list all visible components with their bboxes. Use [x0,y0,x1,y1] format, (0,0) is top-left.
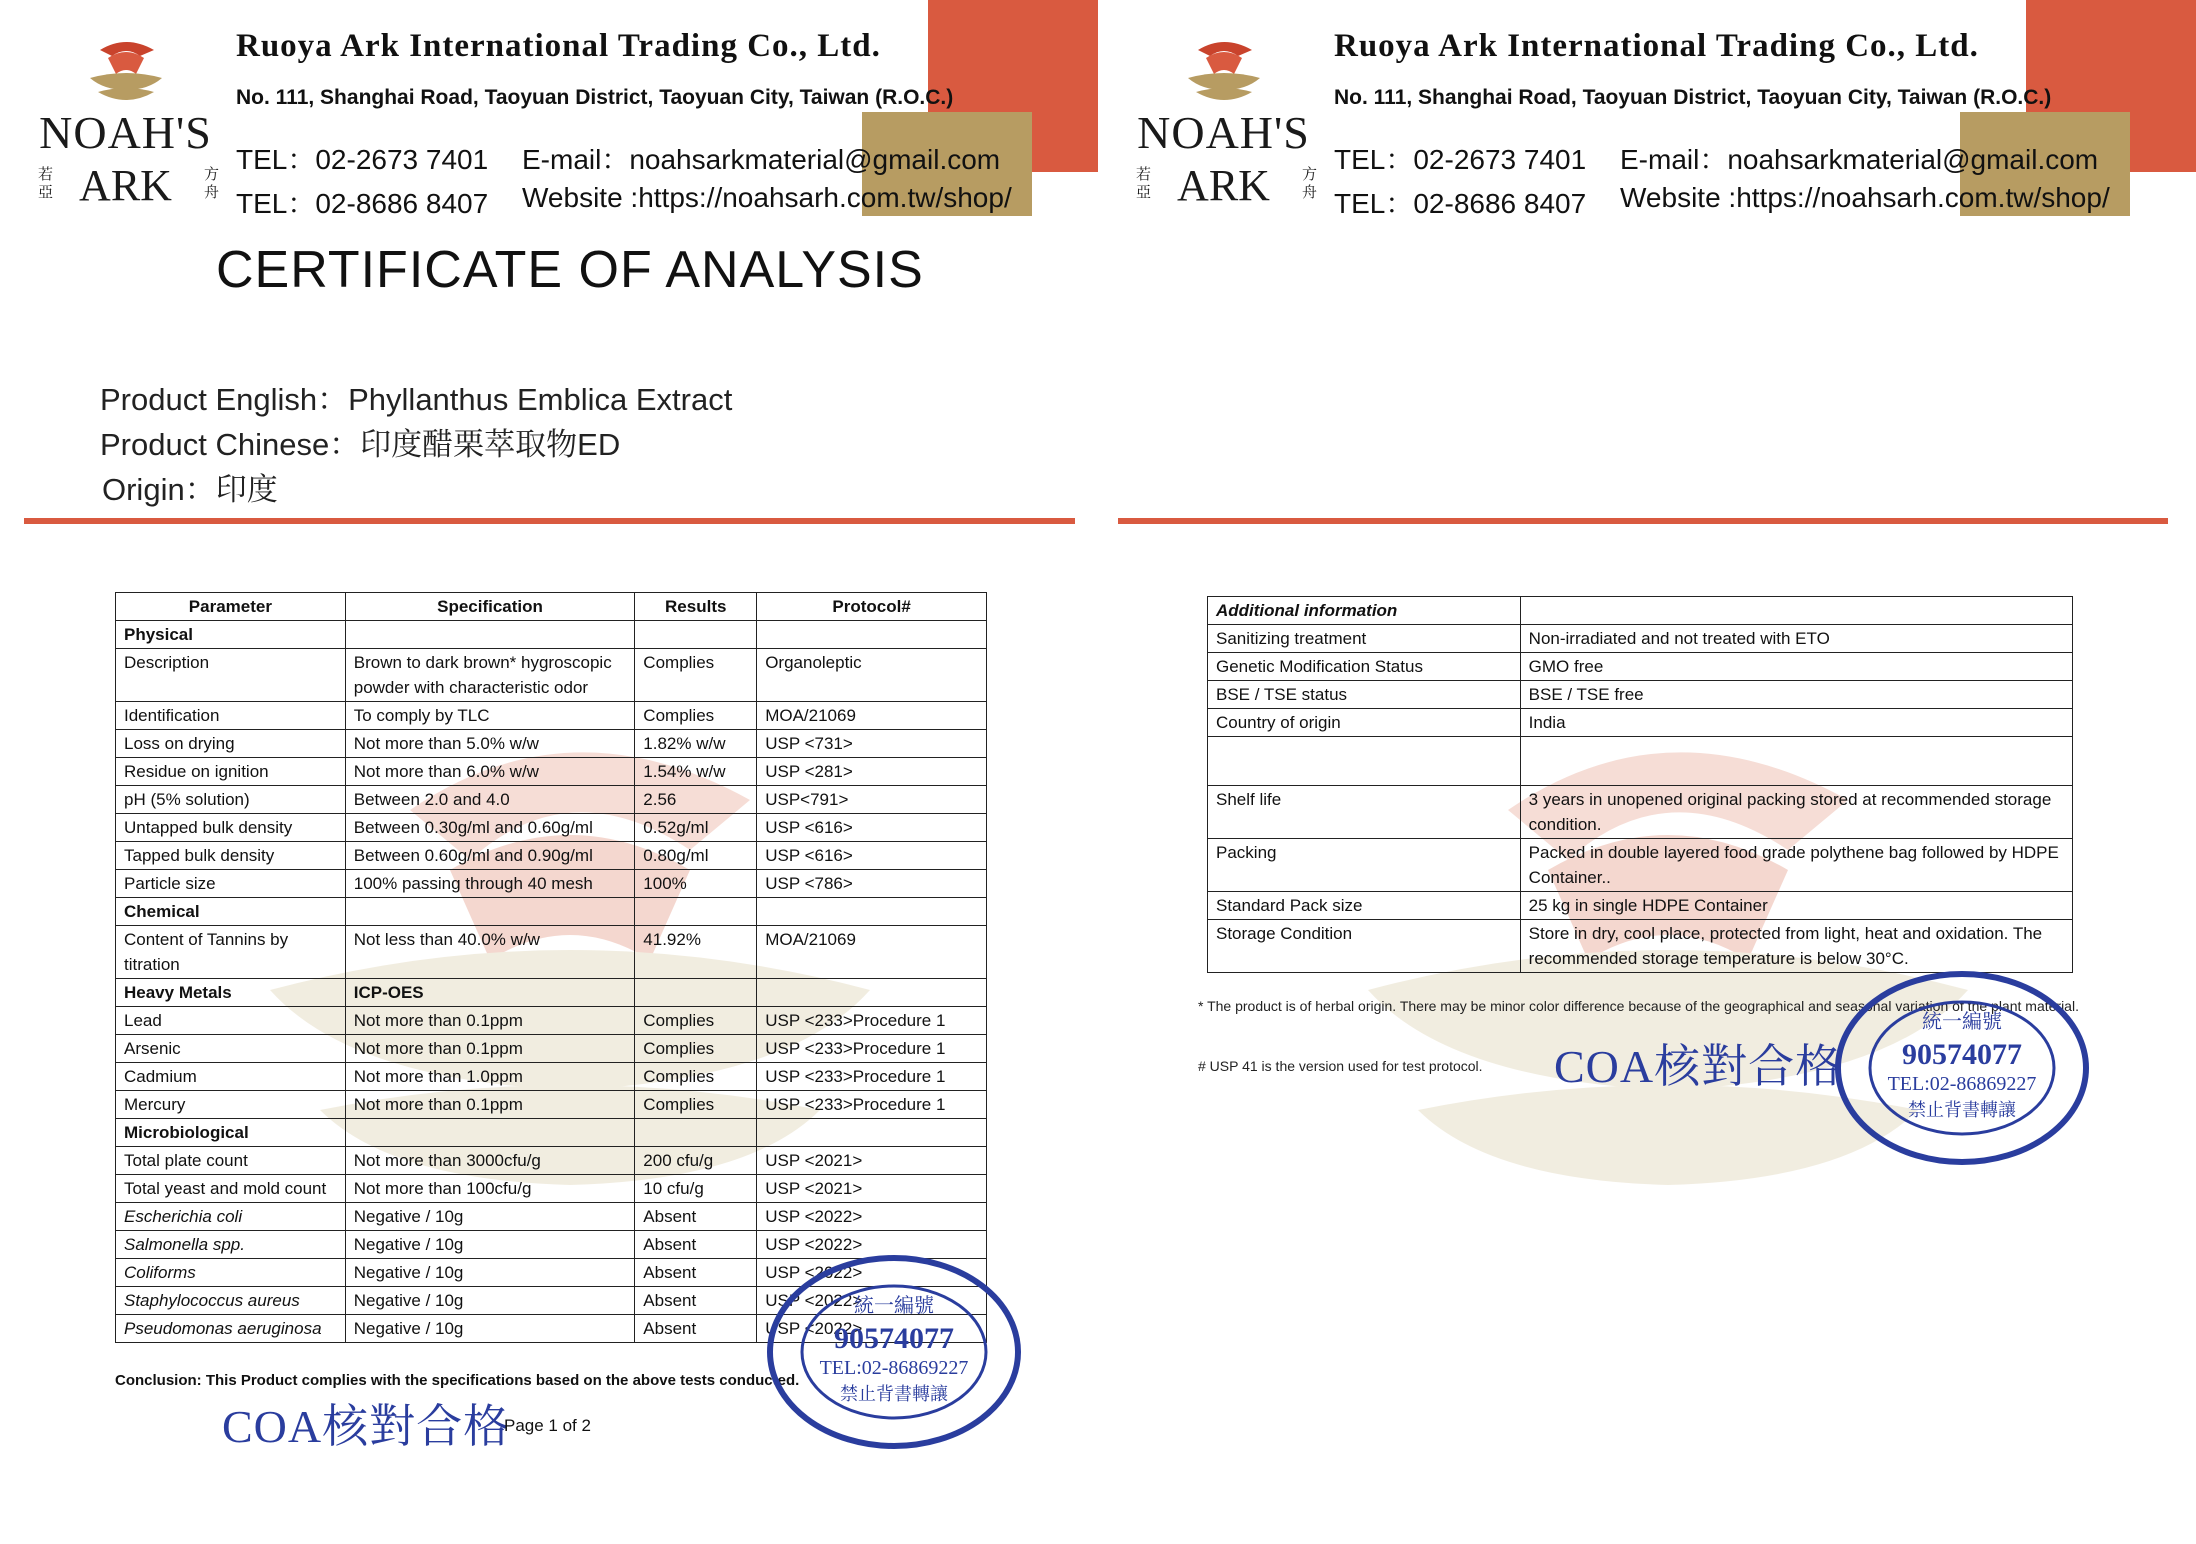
result-cell: Complies [635,1035,757,1063]
website-url: Website :https://noahsarh.com.tw/shop/ [522,182,1012,213]
specification-cell: Negative / 10g [345,1231,635,1259]
table-header-row [116,593,987,621]
protocol-cell: USP <233>Procedure 1 [757,1035,987,1063]
parameter-cell: Arsenic [116,1035,346,1063]
email-address: E-mail：noahsarkmaterial@gmail.com [522,144,1001,175]
specification-cell: Not more than 6.0% w/w [345,758,635,786]
attribute-cell [1208,737,1521,786]
section-title: Heavy Metals [116,979,346,1007]
parameter-cell: Residue on ignition [116,758,346,786]
result-cell: 41.92% [635,926,757,979]
table-row [1208,920,2073,973]
section-spec [345,621,635,649]
analysis-table [115,592,987,1343]
company-name: Ruoya Ark International Trading Co., Ltd. [1334,28,1979,64]
table-row [116,1035,987,1063]
website-url: Website :https://noahsarh.com.tw/shop/ [1620,182,2110,213]
table-row [1208,709,2073,737]
svg-text:禁止背書轉讓: 禁止背書轉讓 [840,1384,948,1405]
specification-cell: Between 0.30g/ml and 0.60g/ml [345,814,635,842]
logo-text-noahs: NOAH'S [1137,107,1310,158]
result-cell: 2.56 [635,786,757,814]
result-cell: 1.54% w/w [635,758,757,786]
result-cell: Absent [635,1287,757,1315]
result-cell: 100% [635,870,757,898]
parameter-cell: Pseudomonas aeruginosa [116,1315,346,1343]
protocol-cell: USP<791> [757,786,987,814]
protocol-cell: USP <233>Procedure 1 [757,1091,987,1119]
value-cell [1520,737,2072,786]
specification-cell: Not more than 0.1ppm [345,1091,635,1119]
column-header: Protocol# [757,593,987,621]
parameter-cell: Escherichia coli [116,1203,346,1231]
table-header-row [1208,597,2073,625]
logo-cjk-left: 若亞 [38,166,54,201]
section-spec: ICP-OES [345,979,635,1007]
protocol-cell: USP <2022> [757,1287,987,1315]
empty-cell [757,621,987,649]
table-row [1208,839,2073,892]
telephone-2: TEL：02-8686 8407 [236,188,489,219]
result-cell: Absent [635,1259,757,1287]
protocol-cell: USP <233>Procedure 1 [757,1063,987,1091]
svg-text:禁止背書轉讓: 禁止背書轉讓 [1908,1100,2016,1121]
page-number: Page 1 of 2 [504,1416,591,1435]
analysis-table-body [116,621,987,1343]
parameter-cell: Content of Tannins by titration [116,926,346,979]
certificate-page-2 [1098,0,2196,1544]
table-row [116,702,987,730]
protocol-cell: USP <616> [757,814,987,842]
email-address: E-mail：noahsarkmaterial@gmail.com [1620,144,2099,175]
empty-cell [635,1119,757,1147]
parameter-cell: pH (5% solution) [116,786,346,814]
telephone-1: TEL：02-2673 7401 [236,144,489,175]
table-row [116,1091,987,1119]
usp-version-note: # USP 41 is the version used for test protocol. [1198,1058,1483,1074]
specification-cell: Negative / 10g [345,1287,635,1315]
section-title: Chemical [116,898,346,926]
value-cell: India [1520,709,2072,737]
result-cell: Complies [635,649,757,702]
empty-cell [757,979,987,1007]
table-row [116,1063,987,1091]
specification-cell: Between 0.60g/ml and 0.90g/ml [345,842,635,870]
protocol-cell: USP <731> [757,730,987,758]
protocol-cell: USP <616> [757,842,987,870]
result-cell: Absent [635,1231,757,1259]
specification-cell: 100% passing through 40 mesh [345,870,635,898]
table-row [116,1203,987,1231]
empty-cell [635,621,757,649]
specification-cell: Negative / 10g [345,1203,635,1231]
table-row [116,870,987,898]
table-row [1208,737,2073,786]
specification-cell: Not more than 0.1ppm [345,1007,635,1035]
attribute-cell: Country of origin [1208,709,1521,737]
specification-cell: Not more than 0.1ppm [345,1035,635,1063]
logo-text-noahs: NOAH'S [39,107,212,158]
protocol-cell: USP <2022> [757,1203,987,1231]
product-origin: Origin：印度 [102,472,278,507]
section-title: Microbiological [116,1119,346,1147]
parameter-cell: Loss on drying [116,730,346,758]
attribute-cell: Shelf life [1208,786,1521,839]
empty-cell [635,898,757,926]
parameter-cell: Tapped bulk density [116,842,346,870]
telephone-2: TEL：02-8686 8407 [1334,188,1587,219]
attribute-cell: Packing [1208,839,1521,892]
noahs-ark-logo [28,38,223,216]
svg-text:統一編號: 統一編號 [1922,1009,2002,1033]
table-section-row [116,979,987,1007]
result-cell: Complies [635,702,757,730]
divider-rule [24,518,1075,524]
table-section-row [116,621,987,649]
parameter-cell: Particle size [116,870,346,898]
attribute-cell: Standard Pack size [1208,892,1521,920]
section-title: Physical [116,621,346,649]
value-cell: 3 years in unopened original packing stored at recommended storage condition. [1520,786,2072,839]
table-row [116,926,987,979]
protocol-cell: USP <2022> [757,1259,987,1287]
empty-cell [757,1119,987,1147]
conclusion-text: Conclusion: This Product complies with the specifications based on the above tests conducted. [115,1372,800,1389]
company-seal-stamp [764,1252,1024,1452]
table-section-row [116,1119,987,1147]
parameter-cell: Coliforms [116,1259,346,1287]
empty-cell [757,898,987,926]
table-row [116,649,987,702]
table-row [1208,625,2073,653]
table-row [116,1147,987,1175]
parameter-cell: Total plate count [116,1147,346,1175]
product-english: Product English：Phyllanthus Emblica Extract [100,382,733,417]
protocol-cell: USP <2021> [757,1147,987,1175]
table-row [116,1175,987,1203]
attribute-cell: BSE / TSE status [1208,681,1521,709]
protocol-cell: MOA/21069 [757,702,987,730]
logo-text-ark: ARK [79,161,172,210]
table-section-row [116,898,987,926]
noahs-ark-logo [1126,38,1321,216]
value-cell: Packed in double layered food grade polythene bag followed by HDPE Container.. [1520,839,2072,892]
parameter-cell: Mercury [116,1091,346,1119]
attribute-cell: Genetic Modification Status [1208,653,1521,681]
result-cell: Complies [635,1007,757,1035]
logo-text-ark: ARK [1177,161,1270,210]
table-row [116,842,987,870]
page-title: CERTIFICATE OF ANALYSIS [216,241,924,299]
svg-text:統一編號: 統一編號 [854,1293,934,1317]
parameter-cell: Cadmium [116,1063,346,1091]
table-row [1208,892,2073,920]
divider-rule [1118,518,2168,524]
table-row [1208,653,2073,681]
protocol-cell: USP <786> [757,870,987,898]
company-address: No. 111, Shanghai Road, Taoyuan District, Taoyuan City, Taiwan (R.O.C.) [1334,86,2052,109]
logo-cjk-right: 方舟 [204,166,220,201]
coa-approved-stamp-text: COA核對合格 [222,1401,511,1452]
telephone-1: TEL：02-2673 7401 [1334,144,1587,175]
additional-info-table [1207,596,2073,973]
empty-cell [635,979,757,1007]
company-name: Ruoya Ark International Trading Co., Ltd. [236,28,881,64]
svg-text:TEL:02-86869227: TEL:02-86869227 [1887,1073,2037,1095]
value-cell: BSE / TSE free [1520,681,2072,709]
result-cell: 0.52g/ml [635,814,757,842]
value-cell: GMO free [1520,653,2072,681]
attribute-cell: Storage Condition [1208,920,1521,973]
parameter-cell: Identification [116,702,346,730]
table-row [116,758,987,786]
parameter-cell: Lead [116,1007,346,1035]
company-seal-stamp [1832,968,2092,1168]
protocol-cell: USP <2022> [757,1231,987,1259]
attribute-cell: Sanitizing treatment [1208,625,1521,653]
protocol-cell: USP <2022> [757,1315,987,1343]
specification-cell: Negative / 10g [345,1259,635,1287]
protocol-cell: USP <281> [757,758,987,786]
table-row [116,814,987,842]
company-address: No. 111, Shanghai Road, Taoyuan District, Taoyuan City, Taiwan (R.O.C.) [236,86,954,109]
parameter-cell: Total yeast and mold count [116,1175,346,1203]
table-row [116,1007,987,1035]
specification-cell: Brown to dark brown* hygroscopic powder with characteristic odor [345,649,635,702]
result-cell: 200 cfu/g [635,1147,757,1175]
section-spec [345,898,635,926]
coa-approved-stamp-text: COA核對合格 [1554,1041,1843,1092]
protocol-cell: USP <2021> [757,1175,987,1203]
svg-text:TEL:02-86869227: TEL:02-86869227 [819,1357,969,1379]
value-cell: Non-irradiated and not treated with ETO [1520,625,2072,653]
svg-text:90574077: 90574077 [834,1322,954,1355]
herbal-origin-note: * The product is of herbal origin. There may be minor color difference because of the geographical and seasonal variation of the plant material. [1198,998,2079,1014]
specification-cell: To comply by TLC [345,702,635,730]
column-header: Specification [345,593,635,621]
specification-cell: Not more than 1.0ppm [345,1063,635,1091]
specification-cell: Between 2.0 and 4.0 [345,786,635,814]
column-header: Results [635,593,757,621]
table-title: Additional information [1208,597,1521,625]
table-row [1208,681,2073,709]
parameter-cell: Description [116,649,346,702]
result-cell: Complies [635,1063,757,1091]
value-cell: 25 kg in single HDPE Container [1520,892,2072,920]
table-row [1208,786,2073,839]
parameter-cell: Untapped bulk density [116,814,346,842]
specification-cell: Negative / 10g [345,1315,635,1343]
specification-cell: Not more than 5.0% w/w [345,730,635,758]
section-spec [345,1119,635,1147]
result-cell: 1.82% w/w [635,730,757,758]
column-header: Parameter [116,593,346,621]
protocol-cell: MOA/21069 [757,926,987,979]
value-cell: Store in dry, cool place, protected from light, heat and oxidation. The recommended storage temperature is below 30°C. [1520,920,2072,973]
result-cell: Absent [635,1315,757,1343]
protocol-cell: Organoleptic [757,649,987,702]
parameter-cell: Staphylococcus aureus [116,1287,346,1315]
specification-cell: Not more than 100cfu/g [345,1175,635,1203]
specification-cell: Not more than 3000cfu/g [345,1147,635,1175]
parameter-cell: Salmonella spp. [116,1231,346,1259]
logo-cjk-left: 若亞 [1136,166,1152,201]
additional-info-table-body [1208,597,2073,973]
table-row [116,786,987,814]
svg-text:90574077: 90574077 [1902,1038,2022,1071]
empty-cell [1520,597,2072,625]
result-cell: 10 cfu/g [635,1175,757,1203]
protocol-cell: USP <233>Procedure 1 [757,1007,987,1035]
logo-cjk-right: 方舟 [1302,166,1318,201]
result-cell: 0.80g/ml [635,842,757,870]
result-cell: Complies [635,1091,757,1119]
product-chinese: Product Chinese：印度醋栗萃取物ED [100,427,621,462]
specification-cell: Not less than 40.0% w/w [345,926,635,979]
table-row [116,730,987,758]
result-cell: Absent [635,1203,757,1231]
